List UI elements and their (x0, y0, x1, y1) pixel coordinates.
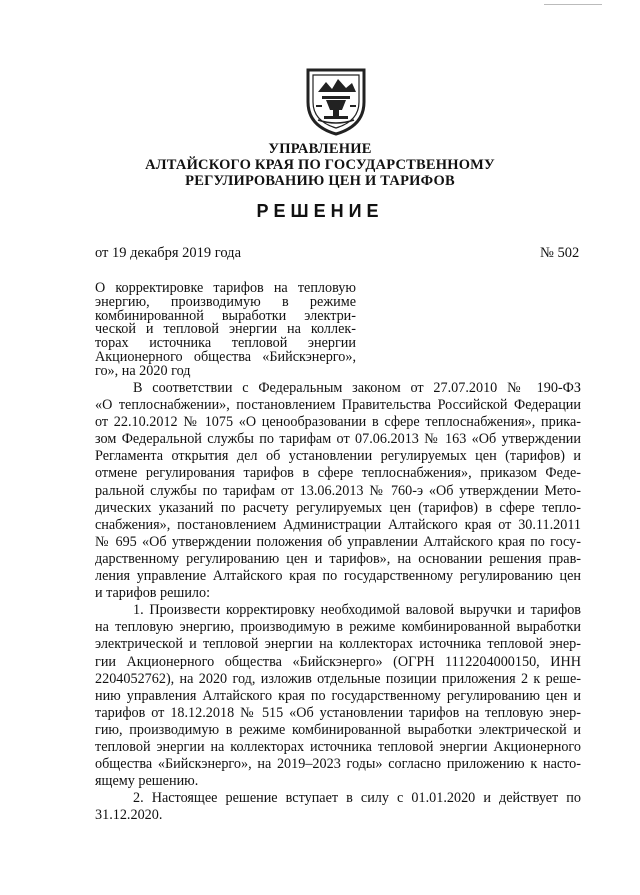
subject-line: ческой и тепловой энергии на коллек- (95, 321, 356, 338)
subject-line: О корректировке тарифов на тепловую (95, 280, 356, 296)
coat-of-arms-icon (302, 62, 370, 136)
item1-line: 1. Произвести корректировку необходимой валовой выручки и тарифов (133, 602, 581, 619)
item2-line: 2. Настоящее решение вступает в силу с 01.01.2020 и действует по (133, 790, 581, 807)
item1-line: нию управления Алтайского края по государственному регулированию цен и (95, 687, 581, 704)
document-body (95, 380, 581, 824)
item1-line: на тепловую энергию, производимую в режиме комбинированной выработки (95, 619, 581, 636)
preamble-line: ления управление Алтайского края по государственному регулированию цен (95, 568, 581, 585)
preamble-line: ральной службы по тарифам от 13.06.2013 № 760-э «Об утверждении Мето- (95, 482, 581, 499)
document-subject (95, 282, 356, 379)
subject-line: го», на 2020 год (95, 362, 191, 379)
preamble-line: отмене регулирования тарифов в сфере теплоснабжения», приказом Феде- (95, 465, 581, 482)
item1-line: 2204052762), на 2020 год, изложив отдельные позиции приложения 2 к реше- (95, 670, 581, 687)
preamble-line: дарственному регулированию цен и тарифов», на основании решения прав- (95, 550, 581, 567)
scan-edge-line (544, 4, 602, 5)
item2-line: 31.12.2020. (95, 807, 163, 824)
subject-line: комбинированной выработки электри- (95, 307, 356, 324)
item1-line: электрической и тепловой энергии на коллекторах источника тепловой энер- (95, 636, 581, 653)
document-title: РЕШЕНИЕ (256, 201, 384, 221)
item1-line: тепловой энергии на коллекторах источника тепловой энергии Акционерного (95, 738, 581, 755)
preamble-line: «О теплоснабжении», постановлением Правительства Российской Федерации (95, 397, 581, 414)
item1-line: тарифов от 18.12.2018 № 515 «Об установлении тарифов на тепловую энер- (95, 704, 581, 721)
org-name-line-2: АЛТАЙСКОГО КРАЯ ПО ГОСУДАРСТВЕННОМУ (145, 157, 495, 173)
document-date: от 19 декабря 2019 года (95, 245, 241, 261)
preamble-line: № 695 «Об утверждении положения об управлении Алтайского края по госу- (95, 533, 581, 550)
org-name-line-1: УПРАВЛЕНИЕ (268, 141, 372, 157)
item1-line: общества «Бийскэнерго», на 2019–2023 годы» согласно приложению к насто- (95, 756, 581, 773)
preamble-line: Регламента открытия дел об установлении регулируемых цен (тарифов) и (95, 448, 581, 465)
preamble-line: зом Федеральной службы по тарифам от 07.06.2013 № 163 «Об утверждении (95, 431, 581, 448)
preamble-line: и тарифов решило: (95, 585, 211, 602)
org-name-line-3: РЕГУЛИРОВАНИЮ ЦЕН И ТАРИФОВ (185, 173, 455, 189)
item1-line: ящему решению. (95, 773, 199, 790)
subject-line: торах источника тепловой энергии (95, 335, 356, 352)
preamble-line: снабжения», постановлением Администрации Алтайского края от 30.11.2011 (95, 516, 581, 533)
preamble-line: от 22.10.2012 № 1075 «О ценообразовании в сфере теплоснабжения», прика- (95, 414, 581, 431)
subject-line: Акционерного общества «Бийскэнерго», (95, 348, 356, 365)
preamble-line: В соответствии с Федеральным законом от 27.07.2010 № 190-ФЗ (133, 380, 581, 396)
document-number: № 502 (540, 245, 580, 261)
item1-line: гию, производимую в режиме комбинированной выработки электрической и (95, 721, 581, 738)
item1-line: гии Акционерного общества «Бийскэнерго» (ОГРН 1112204000150, ИНН (95, 653, 581, 670)
subject-line: энергию, производимую в режиме (95, 293, 356, 310)
preamble-line: дических указаний по расчету регулируемых цен (тарифов) в сфере тепло- (95, 499, 581, 516)
